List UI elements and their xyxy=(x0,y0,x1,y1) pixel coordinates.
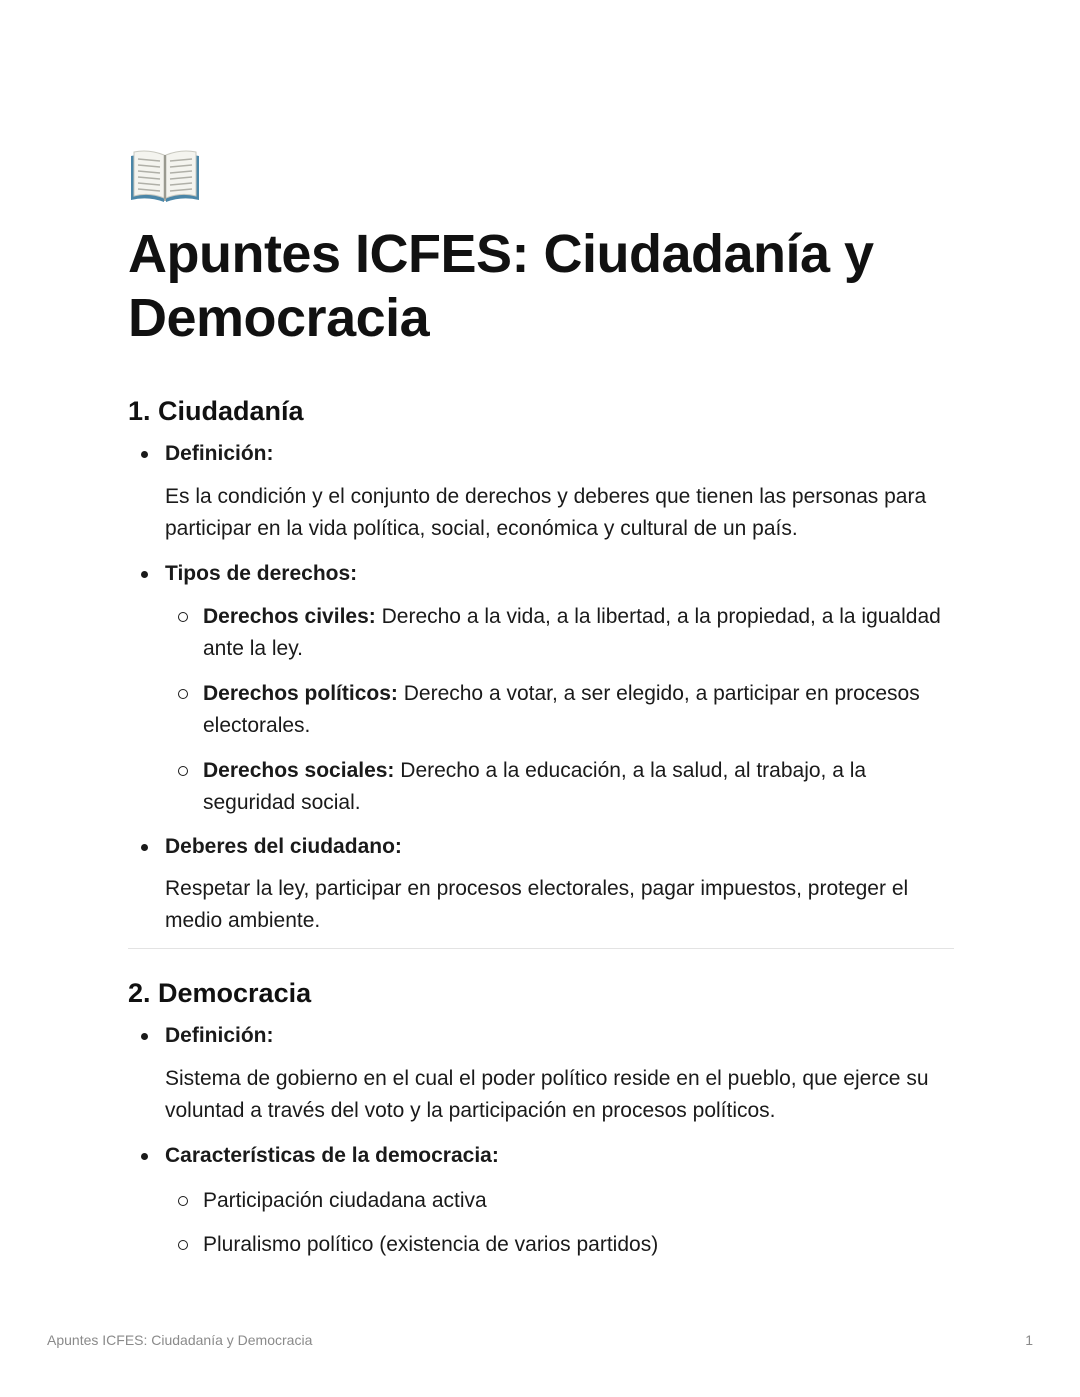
sub-list-item xyxy=(128,601,954,665)
sub-item-label: Derechos civiles: xyxy=(203,605,376,628)
page-number: 1 xyxy=(1025,1332,1033,1348)
sub-list-item xyxy=(128,678,954,742)
sub-list-item xyxy=(128,1185,954,1217)
list-item xyxy=(128,831,954,863)
section-divider xyxy=(128,948,954,949)
open-book-icon xyxy=(128,146,202,206)
list-item xyxy=(128,1020,954,1052)
item-label: Tipos de derechos: xyxy=(165,562,358,585)
footer-title: Apuntes ICFES: Ciudadanía y Democracia xyxy=(47,1332,313,1348)
item-label: Características de la democracia: xyxy=(165,1144,499,1167)
section-heading: 1. Ciudadanía xyxy=(128,396,304,426)
sub-item-text: Participación ciudadana activa xyxy=(203,1189,487,1212)
section-heading: 2. Democracia xyxy=(128,978,312,1008)
list-item xyxy=(128,1140,954,1172)
section-democracia xyxy=(128,975,954,1261)
sub-item-label: Derechos sociales: xyxy=(203,759,395,782)
page-title: Apuntes ICFES: Ciudadanía y Democracia xyxy=(128,224,874,348)
sub-item-label: Derechos políticos: xyxy=(203,682,398,705)
list-item xyxy=(128,558,954,590)
sub-item-text: Pluralismo político (existencia de varios partidos) xyxy=(203,1233,659,1256)
sub-list-item xyxy=(128,1229,954,1261)
section-ciudadania xyxy=(128,393,954,937)
list-item xyxy=(128,438,954,470)
sub-item-text: Derecho a votar, a ser elegido, a participar en procesos electorales. xyxy=(203,682,920,737)
sub-list-item xyxy=(128,755,954,819)
sub-item-text: Derecho a la vida, a la libertad, a la propiedad, a la igualdad ante la ley. xyxy=(203,605,941,660)
item-text: Respetar la ley, participar en procesos electorales, pagar impuestos, proteger el medio ambiente. xyxy=(165,877,909,932)
item-label: Deberes del ciudadano: xyxy=(165,835,402,858)
item-label: Definición: xyxy=(165,1024,274,1047)
sub-item-text: Derecho a la educación, a la salud, al trabajo, a la seguridad social. xyxy=(203,759,867,814)
item-label: Definición: xyxy=(165,442,274,465)
item-text: Sistema de gobierno en el cual el poder político reside en el pueblo, que ejerce su voluntad a través del voto y la participación en procesos políticos. xyxy=(165,1067,929,1122)
item-text: Es la condición y el conjunto de derechos y deberes que tienen las personas para participar en la vida política, social, económica y cultural de un país. xyxy=(165,485,927,540)
